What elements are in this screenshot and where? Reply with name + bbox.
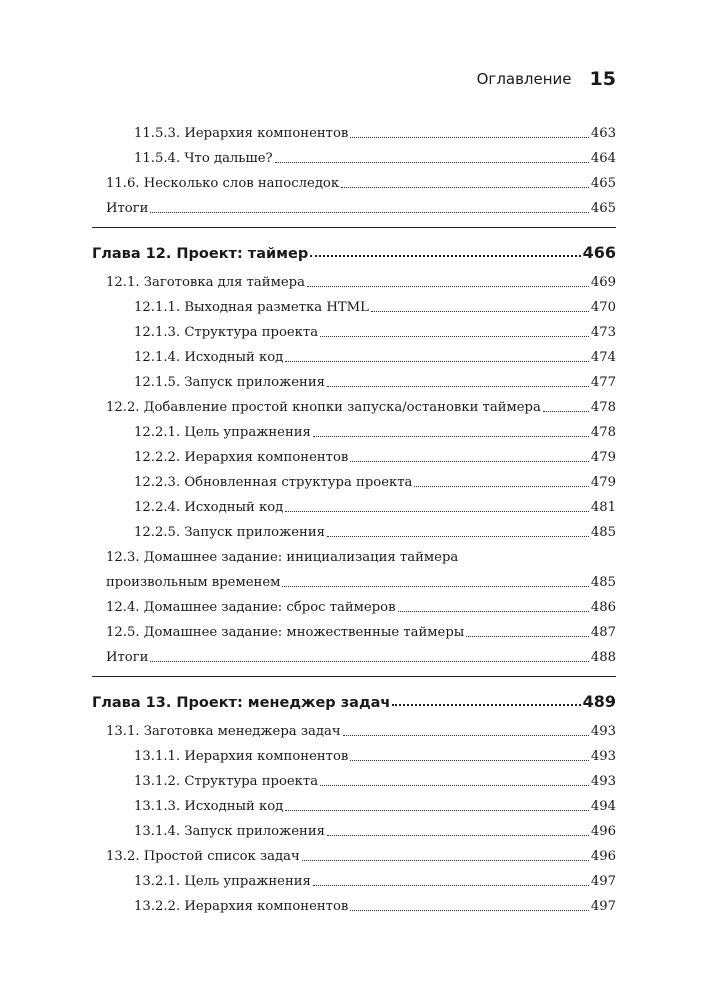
toc-entry[interactable]: [92, 765, 616, 790]
toc-entry-title: 13.1.3. Исходный код: [134, 799, 284, 814]
toc-entry-page: 485: [590, 575, 616, 590]
toc-entry-page: 478: [590, 400, 616, 415]
toc-entry[interactable]: [92, 416, 616, 441]
toc-entry-page: 481: [590, 500, 616, 515]
leader-dots: [543, 411, 589, 412]
leader-dots: [327, 386, 589, 387]
toc-entry[interactable]: [92, 790, 616, 815]
toc-entry-title: 13.1.4. Запуск приложения: [134, 824, 325, 839]
toc-entry-page: 497: [590, 899, 616, 914]
leader-dots: [285, 810, 589, 811]
toc-chapter-title: Глава 13. Проект: менеджер задач: [92, 695, 391, 711]
toc-entry[interactable]: [92, 192, 616, 217]
toc-entry[interactable]: [92, 715, 616, 740]
page-number: 15: [589, 68, 616, 90]
toc-entry[interactable]: [92, 616, 616, 641]
toc-entry-title: 12.1.4. Исходный код: [134, 350, 284, 365]
toc-chapter-12[interactable]: [92, 227, 616, 262]
leader-dots: [285, 361, 589, 362]
toc-entry[interactable]: [92, 591, 616, 616]
leader-dots: [302, 860, 589, 861]
toc-entry-title: 13.1. Заготовка менеджера задач: [106, 724, 341, 739]
toc-chapter-12-entries: [92, 266, 616, 541]
toc-entry-title: 11.5.4. Что дальше?: [134, 151, 273, 166]
toc-entry-title: 12.4. Домашнее задание: сброс таймеров: [106, 600, 396, 615]
toc-entry-page: 494: [590, 799, 616, 814]
toc-entry[interactable]: [92, 516, 616, 541]
leader-dots: [392, 704, 580, 706]
leader-dots: [350, 461, 588, 462]
toc-entry-title-line2: произвольным временем: [106, 575, 281, 590]
toc-entry-title: 11.5.3. Иерархия компонентов: [134, 126, 349, 141]
leader-dots: [285, 511, 589, 512]
page-header: [92, 62, 616, 96]
toc-entry-page: 463: [590, 126, 616, 141]
toc-entry-title: 13.2.2. Иерархия компонентов: [134, 899, 349, 914]
toc-entry-page: 485: [590, 525, 616, 540]
toc-entry-page: 487: [590, 625, 616, 640]
toc-entry[interactable]: [92, 266, 616, 291]
toc-entry-title: 12.1.1. Выходная разметка HTML: [134, 300, 369, 315]
toc-entry-page: 469: [590, 275, 616, 290]
toc-entry-page: 486: [590, 600, 616, 615]
toc-entry-title: Итоги: [106, 201, 149, 216]
leader-dots: [282, 586, 588, 587]
toc-entry[interactable]: [92, 541, 616, 591]
toc-entry[interactable]: [92, 865, 616, 890]
toc-entry[interactable]: [92, 740, 616, 765]
leader-dots: [313, 436, 589, 437]
leader-dots: [320, 336, 589, 337]
leader-dots: [150, 212, 588, 213]
toc-chapter-title: Глава 12. Проект: таймер: [92, 246, 309, 262]
toc-entry-page: 477: [590, 375, 616, 390]
leader-dots: [466, 636, 589, 637]
toc-chapter-page: 489: [582, 692, 616, 711]
leader-dots: [310, 255, 580, 257]
toc-chapter-13[interactable]: [92, 676, 616, 711]
toc-entry-title: Итоги: [106, 650, 149, 665]
toc-entry-page: 496: [590, 849, 616, 864]
toc-entry[interactable]: [92, 491, 616, 516]
toc-entry[interactable]: [92, 341, 616, 366]
toc-entry-title-line1: 12.3. Домашнее задание: инициализация таймера: [106, 550, 459, 565]
toc-entry-page: 464: [590, 151, 616, 166]
toc-entry[interactable]: [92, 441, 616, 466]
toc-entry[interactable]: [92, 366, 616, 391]
toc-section-11-tail: [92, 117, 616, 217]
toc-entry-page: 465: [590, 201, 616, 216]
toc-entry-page: 473: [590, 325, 616, 340]
leader-dots: [320, 785, 589, 786]
toc-entry-page: 479: [590, 475, 616, 490]
leader-dots: [343, 735, 589, 736]
toc-entry-title: 12.2.5. Запуск приложения: [134, 525, 325, 540]
toc-entry-title: 11.6. Несколько слов напоследок: [106, 176, 340, 191]
toc-entry-title: 12.1.5. Запуск приложения: [134, 375, 325, 390]
leader-dots: [350, 760, 588, 761]
toc-entry-page: 478: [590, 425, 616, 440]
leader-dots: [150, 661, 588, 662]
leader-dots: [350, 910, 588, 911]
toc-entry-title: 13.2.1. Цель упражнения: [134, 874, 311, 889]
toc-entry-title: 12.2.2. Иерархия компонентов: [134, 450, 349, 465]
toc-entry[interactable]: [92, 316, 616, 341]
leader-dots: [350, 137, 588, 138]
toc-chapter-12-entries-end: [92, 591, 616, 666]
leader-dots: [275, 162, 589, 163]
toc-entry-title: 13.2. Простой список задач: [106, 849, 300, 864]
toc-chapter-13-entries: [92, 715, 616, 915]
toc-entry-page: 497: [590, 874, 616, 889]
toc-entry[interactable]: [92, 466, 616, 491]
running-head-title: Оглавление: [476, 70, 572, 88]
toc-chapter-page: 466: [582, 243, 616, 262]
leader-dots: [313, 885, 589, 886]
toc-entry-title: 13.1.1. Иерархия компонентов: [134, 749, 349, 764]
leader-dots: [307, 286, 589, 287]
toc-entry[interactable]: [92, 117, 616, 142]
toc-entry-page: 493: [590, 774, 616, 789]
toc-entry[interactable]: [92, 167, 616, 192]
toc-entry[interactable]: [92, 840, 616, 865]
leader-dots: [327, 536, 589, 537]
toc-entry[interactable]: [92, 641, 616, 666]
toc-entry[interactable]: [92, 291, 616, 316]
toc-entry-title: 12.2.4. Исходный код: [134, 500, 284, 515]
toc-entry-page: 465: [590, 176, 616, 191]
toc-entry-page: 493: [590, 749, 616, 764]
leader-dots: [414, 486, 588, 487]
leader-dots: [341, 187, 589, 188]
toc-entry-title: 12.2.3. Обновленная структура проекта: [134, 475, 413, 490]
table-of-contents: [92, 117, 616, 915]
toc-entry-page: 474: [590, 350, 616, 365]
leader-dots: [327, 835, 589, 836]
toc-entry-page: 479: [590, 450, 616, 465]
toc-entry-title: 12.2. Добавление простой кнопки запуска/остановки таймера: [106, 400, 541, 415]
toc-entry-title: 12.1. Заготовка для таймера: [106, 275, 305, 290]
toc-entry-page: 488: [590, 650, 616, 665]
leader-dots: [371, 311, 589, 312]
toc-entry-page: 496: [590, 824, 616, 839]
toc-entry[interactable]: [92, 890, 616, 915]
toc-entry-page: 493: [590, 724, 616, 739]
toc-entry-title: 12.2.1. Цель упражнения: [134, 425, 311, 440]
toc-entry[interactable]: [92, 815, 616, 840]
toc-entry-title: 12.5. Домашнее задание: множественные таймеры: [106, 625, 465, 640]
leader-dots: [398, 611, 589, 612]
toc-entry[interactable]: [92, 142, 616, 167]
toc-entry[interactable]: [92, 391, 616, 416]
toc-entry-title: 13.1.2. Структура проекта: [134, 774, 319, 789]
toc-entry-title: 12.1.3. Структура проекта: [134, 325, 319, 340]
toc-entry-page: 470: [590, 300, 616, 315]
